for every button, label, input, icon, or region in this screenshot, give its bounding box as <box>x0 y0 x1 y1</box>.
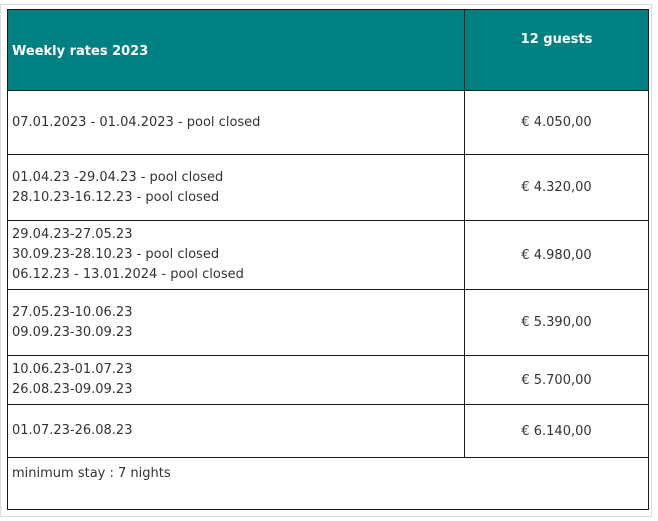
weekly-rates-table <box>7 9 649 510</box>
table-row <box>8 290 649 356</box>
date-range: 10.06.23-01.07.23 <box>12 362 133 377</box>
date-range: 26.08.23-09.09.23 <box>12 382 133 397</box>
date-range: 29.04.23-27.05.23 <box>12 227 133 242</box>
price-cell: € 4.050,00 <box>465 91 649 155</box>
dates-cell <box>8 405 465 458</box>
dates-cell <box>8 290 465 356</box>
minimum-stay-note: minimum stay : 7 nights <box>8 458 649 510</box>
date-range: 06.12.23 - 13.01.2024 - pool closed <box>12 267 244 282</box>
date-range: 01.04.23 -29.04.23 - pool closed <box>12 169 224 185</box>
table-row <box>8 155 649 221</box>
date-range: 01.07.23-26.08.23 <box>12 423 133 438</box>
table-row <box>8 356 649 405</box>
date-range: 28.10.23-16.12.23 - pool closed <box>12 189 220 205</box>
dates-cell <box>8 221 465 290</box>
price-cell: € 5.390,00 <box>465 290 649 356</box>
dates-cell <box>8 356 465 405</box>
dates-cell <box>8 155 465 221</box>
dates-cell <box>8 91 465 155</box>
date-range: 27.05.23-10.06.23 <box>12 304 133 320</box>
header-guests: 12 guests <box>465 10 649 91</box>
table-row <box>8 405 649 458</box>
date-range: 09.09.23-30.09.23 <box>12 324 133 340</box>
table-footer-row <box>8 458 649 510</box>
table-row <box>8 221 649 290</box>
table-row <box>8 91 649 155</box>
table-header-row <box>8 10 649 91</box>
date-range: 07.01.2023 - 01.04.2023 - pool closed <box>12 114 261 130</box>
price-cell: € 6.140,00 <box>465 405 649 458</box>
date-range: 30.09.23-28.10.23 - pool closed <box>12 247 220 262</box>
price-cell: € 4.320,00 <box>465 155 649 221</box>
price-cell: € 4.980,00 <box>465 221 649 290</box>
price-cell: € 5.700,00 <box>465 356 649 405</box>
header-weekly-rates: Weekly rates 2023 <box>8 10 465 91</box>
